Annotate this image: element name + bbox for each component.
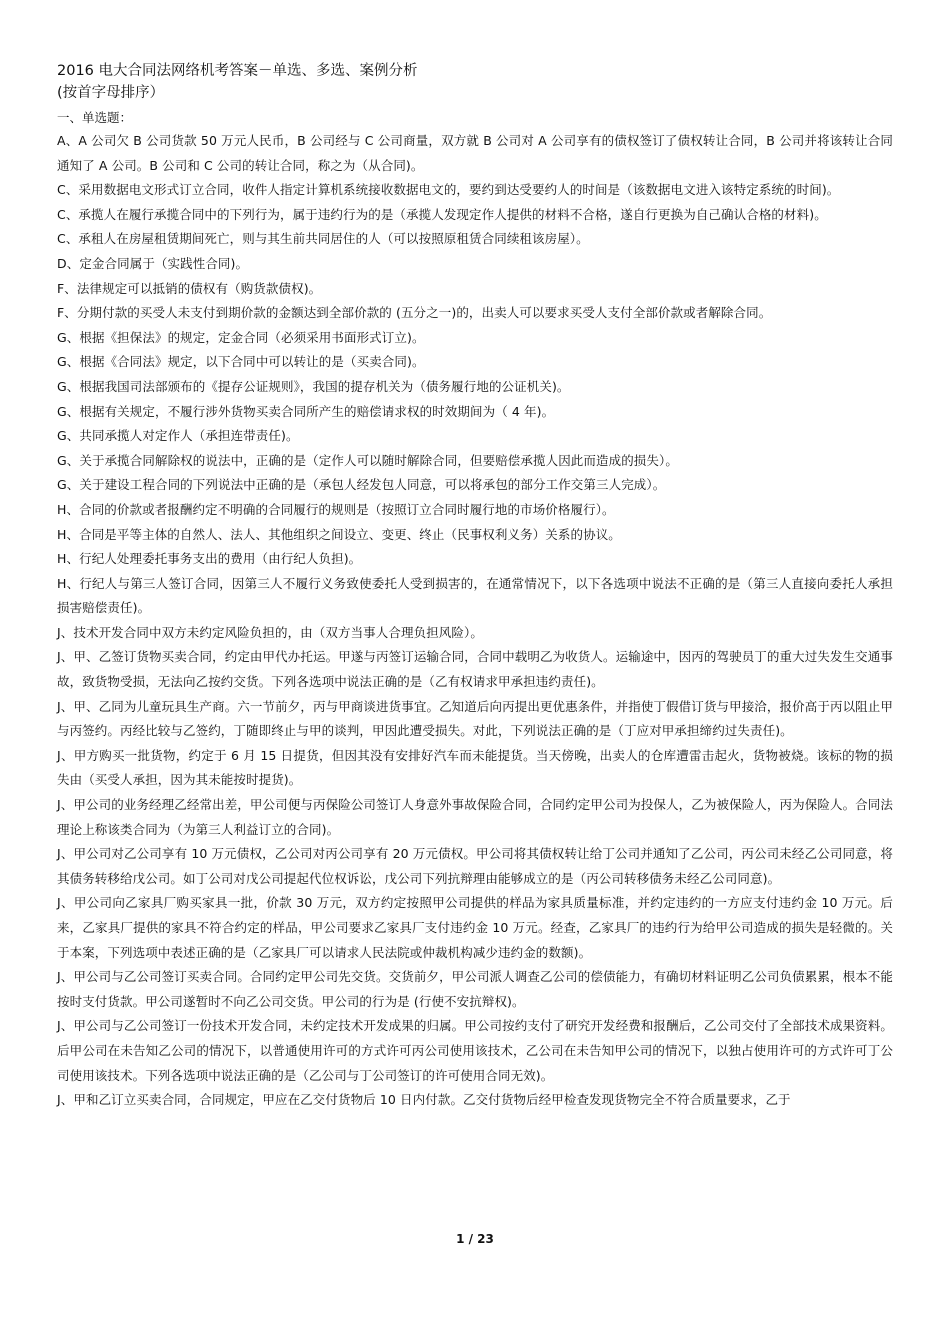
question-item: G、关于承揽合同解除权的说法中，正确的是（定作人可以随时解除合同，但要赔偿承揽人因此而造成的损失）。 (57, 452, 678, 468)
question-list (57, 129, 893, 1113)
question-item: J、甲和乙订立买卖合同，合同规定，甲应在乙交付货物后 10 日内付款。乙交付货物后经甲检查发现货物完全不符合质量要求，乙于 (57, 1092, 791, 1108)
question-item: C、承揽人在履行承揽合同中的下列行为，属于违约行为的是（承揽人发现定作人提供的材料不合格，遂自行更换为自己确认合格的材料)。 (57, 206, 827, 222)
question-item: C、承租人在房屋租赁期间死亡，则与其生前共同居住的人（可以按照原租赁合同续租该房屋）。 (57, 231, 589, 247)
question-item: H、行纪人处理委托事务支出的费用（由行纪人负担)。 (57, 551, 362, 567)
document-subtitle: (按首字母排序） (57, 85, 165, 101)
document-title: 2016 电大合同法网络机考答案－单选、多选、案例分析 (57, 63, 418, 79)
page-number: 1 / 23 (456, 1232, 494, 1246)
question-item: F、法律规定可以抵销的债权有（购货款债权)。 (57, 280, 322, 296)
document-body (57, 60, 893, 1113)
question-item: F、分期付款的买受人未支付到期价款的金额达到全部价款的 (五分之一)的，出卖人可以要求买受人支付全部价款或者解除合同。 (57, 305, 772, 321)
section-heading: 一、单选题： (57, 110, 133, 125)
question-item: J、甲公司与乙公司签订买卖合同。合同约定甲公司先交货。交货前夕，甲公司派人调查乙公司的偿债能力，有确切材料证明乙公司负债累累，根本不能按时支付货款。甲公司遂暂时不向乙公司交货。甲公司的行为是 (行使不安抗辩权)。 (57, 969, 893, 1009)
question-item: C、采用数据电文形式订立合同，收件人指定计算机系统接收数据电文的，要约到达受要约人的时间是（该数据电文进入该特定系统的时间)。 (57, 182, 840, 198)
question-item: H、行纪人与第三人签订合同，因第三人不履行义务致使委托人受到损害的，在通常情况下，以下各选项中说法不正确的是（第三人直接向委托人承担损害赔偿责任)。 (57, 575, 893, 616)
question-item: G、根据我国司法部颁布的《提存公证规则》，我国的提存机关为（债务履行地的公证机关)。 (57, 378, 570, 394)
question-item: G、根据《担保法》的规定，定金合同（必须采用书面形式订立)。 (57, 329, 425, 345)
question-item: J、甲、乙同为儿童玩具生产商。六一节前夕，丙与甲商谈进货事宜。乙知道后向丙提出更优惠条件，并指使丁假借订货与甲接洽，报价高于丙以阻止甲与丙签约。丙经比较与乙签约，丁随即终止与甲的谈判，甲因此遭受损失。对此，下列说法正确的是（丁应对甲承担缔约过失责任)。 (57, 698, 893, 739)
question-item: G、关于建设工程合同的下列说法中正确的是（承包人经发包人同意，可以将承包的部分工作交第三人完成）。 (57, 477, 666, 493)
question-item: J、甲、乙签订货物买卖合同，约定由甲代办托运。甲遂与丙签订运输合同，合同中载明乙为收货人。运输途中，因丙的驾驶员丁的重大过失发生交通事故，致货物受损，无法向乙按约交货。下列各选项中说法正确的是（乙有权请求甲承担违约责任)。 (57, 649, 893, 690)
question-item: J、甲公司与乙公司签订一份技术开发合同，未约定技术开发成果的归属。甲公司按约支付了研究开发经费和报酬后，乙公司交付了全部技术成果资料。后甲公司在未告知乙公司的情况下，以普通使用许可的方式许可丙公司使用该技术，乙公司在未告知甲公司的情况下，以独占使用许可的方式许可丁公司使用该技术。下列各选项中说法正确的是（乙公司与丁公司签订的许可使用合同无效)。 (57, 1018, 893, 1083)
question-item: H、合同的价款或者报酬约定不明确的合同履行的规则是（按照订立合同时履行地的市场价格履行）。 (57, 501, 615, 517)
question-item: J、甲方购买一批货物，约定于 6 月 15 日提货，但因其没有安排好汽车而未能提货。当天傍晚，出卖人的仓库遭雷击起火，货物被烧。该标的物的损失由（买受人承担，因为其未能按时提货)。 (57, 747, 893, 788)
question-item: J、甲公司的业务经理乙经常出差，甲公司便与丙保险公司签订人身意外事故保险合同，合同约定甲公司为投保人，乙为被保险人，丙为保险人。合同法理论上称该类合同为（为第三人利益订立的合同)。 (57, 797, 893, 837)
question-item: G、根据有关规定，不履行涉外货物买卖合同所产生的赔偿请求权的时效期间为（ 4 年)。 (57, 403, 555, 419)
question-item: J、技术开发合同中双方未约定风险负担的，由（双方当事人合理负担风险）。 (57, 624, 483, 640)
question-item: D、定金合同属于（实践性合同)。 (57, 255, 249, 271)
question-item: H、合同是平等主体的自然人、法人、其他组织之间设立、变更、终止（民事权利义务）关系的协议。 (57, 526, 621, 542)
question-item: J、甲公司向乙家具厂购买家具一批，价款 30 万元，双方约定按照甲公司提供的样品为家具质量标准，并约定违约的一方应支付违约金 10 万元。后来，乙家具厂提供的家具不符合约定的样品，甲公司要求乙家具厂支付违约金 10 万元。经查，乙家具厂的违约行为给甲公司造成的损失是轻微的。关于本案，下列选项中表述正确的是（乙家具厂可以请求人民法院或仲裁机构减少违约金的数额)。 (57, 895, 893, 960)
question-item: A、A 公司欠 B 公司货款 50 万元人民币，B 公司经与 C 公司商量，双方就 B 公司对 A 公司享有的债权签订了债权转让合同，B 公司并将该转让合同通知了 A 公司。B 公司和 C 公司的转让合同，称之为（从合同)。 (57, 133, 893, 173)
question-item: G、共同承揽人对定作人（承担连带责任)。 (57, 428, 299, 444)
question-item: G、根据《合同法》规定，以下合同中可以转让的是（买卖合同)。 (57, 354, 425, 370)
question-item: J、甲公司对乙公司享有 10 万元债权，乙公司对丙公司享有 20 万元债权。甲公司将其债权转让给丁公司并通知了乙公司，丙公司未经乙公司同意，将其债务转移给戊公司。如丁公司对戊公司提起代位权诉讼，戊公司下列抗辩理由能够成立的是（丙公司转移债务未经乙公司同意)。 (57, 846, 893, 886)
